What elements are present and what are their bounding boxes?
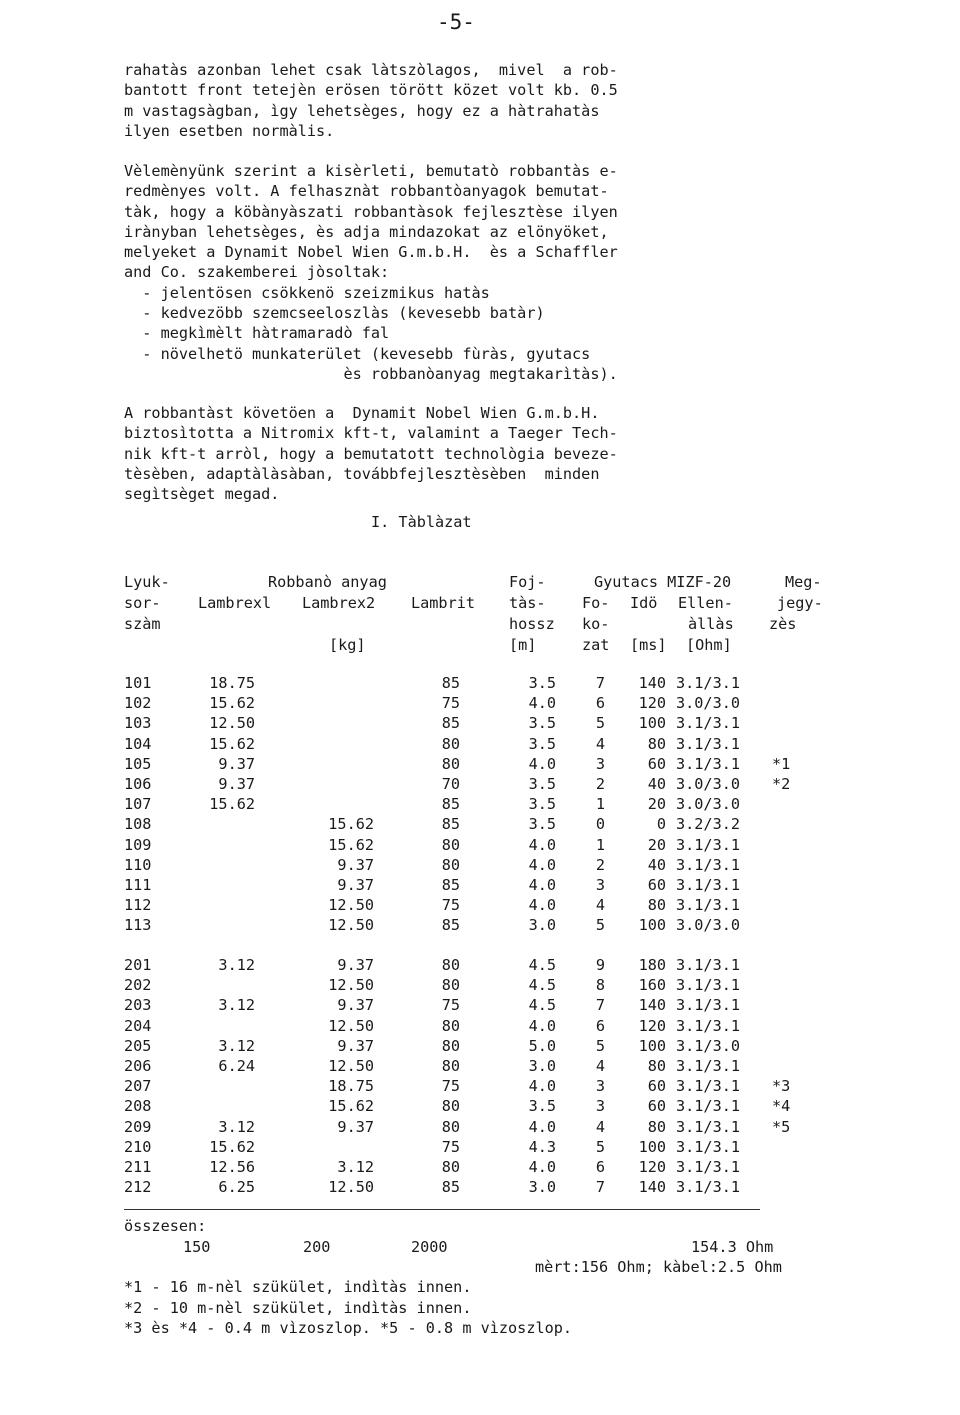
cell-lambrit: 80 bbox=[441, 1057, 460, 1075]
cell-lambrex2: 12.50 bbox=[328, 916, 374, 935]
cell-lambrexl: 15.62 bbox=[209, 734, 255, 753]
header-fokozat: zat bbox=[582, 636, 610, 654]
cell-ido: 60 bbox=[647, 754, 666, 773]
paragraph-line: melyeket a Dynamit Nobel Wien G.m.b.H. ès a Schaffler bbox=[124, 243, 618, 262]
cell-fojtas: 3.0 bbox=[528, 916, 556, 935]
cell-lambrexl: 12.50 bbox=[209, 714, 255, 733]
paragraph-line: - megkìmèlt hàtramaradò fal bbox=[124, 324, 390, 343]
cell-lambrexl: 9.37 bbox=[218, 775, 255, 793]
row-id: 103 bbox=[124, 714, 152, 733]
measured-ohm: mèrt:156 Ohm; kàbel:2.5 Ohm bbox=[535, 1258, 782, 1276]
cell-lambrit: 80 bbox=[441, 835, 460, 854]
cell-fokozat: 8 bbox=[595, 976, 605, 995]
cell-fokozat: 3 bbox=[595, 1097, 605, 1116]
header-fokozat: Fo- bbox=[582, 594, 610, 612]
cell-lambrit: 85 bbox=[441, 916, 460, 935]
cell-fojtas: 5.0 bbox=[528, 1036, 556, 1055]
row-id: 206 bbox=[124, 1057, 152, 1075]
cell-lambrit: 75 bbox=[441, 896, 460, 915]
cell-megjegyzes: *3 bbox=[772, 1077, 791, 1096]
paragraph-2 bbox=[124, 161, 618, 384]
cell-megjegyzes: *4 bbox=[772, 1097, 791, 1116]
cell-lambrexl: 3.12 bbox=[218, 956, 255, 974]
cell-ido: 80 bbox=[647, 734, 666, 753]
row-id: 110 bbox=[124, 855, 152, 874]
header-megjegyzes: Meg- bbox=[785, 573, 822, 591]
paragraph-line: irànyban lehetsèges, ès adja mindazokat az elönyöket, bbox=[124, 222, 609, 241]
cell-lambrexl: 6.24 bbox=[218, 1057, 255, 1075]
cell-lambrit: 85 bbox=[441, 714, 460, 733]
cell-lambrex2: 18.75 bbox=[328, 1077, 374, 1096]
cell-lambrexl: 9.37 bbox=[218, 754, 255, 773]
cell-ellenallas: 3.0/3.0 bbox=[676, 916, 741, 935]
cell-ido: 0 bbox=[656, 815, 666, 834]
cell-lambrex2: 15.62 bbox=[328, 815, 374, 834]
cell-ido: 60 bbox=[647, 1097, 666, 1116]
cell-fokozat: 4 bbox=[595, 1117, 605, 1136]
footnote: *1 - 16 m-nèl szükület, indìtàs innen. bbox=[124, 1278, 472, 1296]
row-id: 208 bbox=[124, 1097, 152, 1116]
cell-fojtas: 4.5 bbox=[528, 976, 556, 995]
header-fojtas: hossz bbox=[509, 615, 555, 633]
cell-fokozat: 7 bbox=[595, 996, 605, 1015]
cell-lambrex2: 9.37 bbox=[337, 956, 374, 974]
cell-ido: 60 bbox=[647, 1077, 666, 1096]
cell-fojtas: 4.0 bbox=[528, 1077, 556, 1096]
row-id: 109 bbox=[124, 835, 152, 854]
header-lambrit: Lambrit bbox=[411, 594, 476, 612]
cell-fojtas: 4.0 bbox=[528, 1158, 556, 1176]
cell-fokozat: 6 bbox=[595, 694, 605, 713]
row-id: 204 bbox=[124, 1016, 152, 1035]
cell-fojtas: 3.5 bbox=[528, 795, 556, 814]
total-lambrex2: 200 bbox=[303, 1238, 331, 1256]
row-id: 211 bbox=[124, 1158, 152, 1176]
cell-fojtas: 4.5 bbox=[528, 996, 556, 1015]
row-id: 108 bbox=[124, 815, 152, 834]
cell-lambrex2: 9.37 bbox=[337, 876, 374, 894]
cell-ido: 60 bbox=[647, 876, 666, 894]
cell-megjegyzes: *1 bbox=[772, 754, 791, 773]
total-ohm: 154.3 Ohm bbox=[691, 1238, 774, 1256]
cell-ellenallas: 3.2/3.2 bbox=[676, 815, 741, 834]
header-kg: [kg] bbox=[329, 636, 366, 654]
cell-fojtas: 4.5 bbox=[528, 956, 556, 974]
cell-lambrex2: 9.37 bbox=[337, 1117, 374, 1136]
row-id: 101 bbox=[124, 674, 152, 692]
cell-fojtas: 4.0 bbox=[528, 1117, 556, 1136]
cell-ellenallas: 3.1/3.1 bbox=[676, 674, 741, 692]
header-lyuk: sor- bbox=[124, 594, 161, 612]
cell-ido: 160 bbox=[638, 976, 666, 995]
cell-ido: 100 bbox=[638, 1036, 666, 1055]
cell-ido: 120 bbox=[638, 1016, 666, 1035]
cell-ido: 40 bbox=[647, 775, 666, 793]
cell-fokozat: 5 bbox=[595, 916, 605, 935]
cell-ellenallas: 3.1/3.1 bbox=[676, 876, 741, 894]
cell-ido: 120 bbox=[638, 694, 666, 713]
cell-fokozat: 4 bbox=[595, 734, 605, 753]
paragraph-line: ès robbanòanyag megtakarìtàs). bbox=[124, 364, 618, 383]
header-fojtas: tàs- bbox=[509, 594, 546, 612]
cell-ido: 140 bbox=[638, 674, 666, 692]
cell-lambrexl: 3.12 bbox=[218, 996, 255, 1015]
cell-fojtas: 3.0 bbox=[528, 1178, 556, 1197]
cell-ellenallas: 3.1/3.1 bbox=[676, 1097, 741, 1116]
header-megjegyzes: jegy- bbox=[777, 594, 823, 612]
row-id: 102 bbox=[124, 694, 152, 713]
row-id: 113 bbox=[124, 916, 152, 935]
cell-ido: 100 bbox=[638, 1137, 666, 1156]
cell-fokozat: 1 bbox=[595, 795, 605, 814]
cell-fojtas: 3.0 bbox=[528, 1057, 556, 1075]
header-ellenallas: Ellen- bbox=[678, 594, 733, 612]
cell-lambrex2: 12.50 bbox=[328, 976, 374, 995]
cell-fokozat: 3 bbox=[595, 1077, 605, 1096]
row-id: 203 bbox=[124, 996, 152, 1015]
paragraph-line: - növelhetö munkaterület (kevesebb fùràs, gyutacs bbox=[124, 344, 591, 363]
cell-lambrit: 85 bbox=[441, 795, 460, 814]
cell-fojtas: 3.5 bbox=[528, 734, 556, 753]
cell-ellenallas: 3.1/3.1 bbox=[676, 714, 741, 733]
cell-lambrexl: 18.75 bbox=[209, 674, 255, 692]
cell-lambrexl: 15.62 bbox=[209, 694, 255, 713]
header-robbano-anyag: Robbanò anyag bbox=[268, 573, 387, 591]
cell-fokozat: 3 bbox=[595, 876, 605, 894]
cell-megjegyzes: *5 bbox=[772, 1117, 791, 1136]
header-fojtas: [m] bbox=[509, 636, 537, 654]
table-caption: I. Tàblàzat bbox=[371, 513, 472, 531]
cell-fokozat: 1 bbox=[595, 835, 605, 854]
cell-ido: 40 bbox=[647, 855, 666, 874]
row-id: 111 bbox=[124, 876, 152, 894]
cell-fokozat: 6 bbox=[595, 1016, 605, 1035]
row-id: 210 bbox=[124, 1137, 152, 1156]
cell-lambrex2: 12.50 bbox=[328, 896, 374, 915]
cell-lambrex2: 9.37 bbox=[337, 1036, 374, 1055]
paragraph-line: - jelentösen csökkenö szeizmikus hatàs bbox=[124, 283, 490, 302]
cell-fojtas: 4.3 bbox=[528, 1137, 556, 1156]
row-id: 105 bbox=[124, 754, 152, 773]
cell-fokozat: 6 bbox=[595, 1158, 605, 1176]
cell-fokozat: 5 bbox=[595, 1036, 605, 1055]
cell-ido: 140 bbox=[638, 996, 666, 1015]
cell-lambrex2: 3.12 bbox=[337, 1158, 374, 1176]
cell-ido: 140 bbox=[638, 1178, 666, 1197]
cell-ellenallas: 3.1/3.1 bbox=[676, 734, 741, 753]
row-id: 104 bbox=[124, 734, 152, 753]
cell-ido: 80 bbox=[647, 896, 666, 915]
cell-fojtas: 4.0 bbox=[528, 835, 556, 854]
cell-lambrit: 80 bbox=[441, 1036, 460, 1055]
cell-lambrexl: 3.12 bbox=[218, 1036, 255, 1055]
cell-ellenallas: 3.1/3.1 bbox=[676, 996, 741, 1015]
cell-lambrit: 80 bbox=[441, 976, 460, 995]
cell-ellenallas: 3.1/3.1 bbox=[676, 855, 741, 874]
cell-ido: 100 bbox=[638, 714, 666, 733]
cell-fojtas: 4.0 bbox=[528, 754, 556, 773]
row-id: 106 bbox=[124, 775, 152, 793]
cell-ellenallas: 3.1/3.1 bbox=[676, 956, 741, 974]
cell-lambrex2: 9.37 bbox=[337, 855, 374, 874]
header-lambrex2: Lambrex2 bbox=[302, 594, 376, 612]
cell-ellenallas: 3.1/3.1 bbox=[676, 1077, 741, 1096]
cell-ellenallas: 3.1/3.1 bbox=[676, 1117, 741, 1136]
cell-fokozat: 7 bbox=[595, 674, 605, 692]
header-lyuk: szàm bbox=[124, 615, 161, 633]
cell-ido: 80 bbox=[647, 1117, 666, 1136]
paragraph-1 bbox=[124, 60, 618, 141]
paragraph-line: - kedvezöbb szemcseeloszlàs (kevesebb batàr) bbox=[124, 304, 545, 323]
cell-fojtas: 3.5 bbox=[528, 815, 556, 834]
cell-ellenallas: 3.1/3.1 bbox=[676, 1158, 741, 1176]
cell-fojtas: 3.5 bbox=[528, 714, 556, 733]
cell-ellenallas: 3.1/3.1 bbox=[676, 896, 741, 915]
cell-fokozat: 5 bbox=[595, 714, 605, 733]
cell-lambrit: 80 bbox=[441, 1158, 460, 1176]
totals-divider bbox=[124, 1209, 760, 1210]
row-id: 202 bbox=[124, 976, 152, 995]
cell-lambrit: 85 bbox=[441, 674, 460, 692]
cell-ido: 120 bbox=[638, 1158, 666, 1176]
cell-ellenallas: 3.0/3.0 bbox=[676, 775, 741, 793]
cell-fokozat: 7 bbox=[595, 1178, 605, 1197]
header-ido: Idö bbox=[630, 594, 658, 612]
footnote: *3 ès *4 - 0.4 m vìzoszlop. *5 - 0.8 m vìzoszlop. bbox=[124, 1319, 573, 1337]
header-ellenallas: [Ohm] bbox=[686, 636, 732, 654]
cell-lambrex2: 12.50 bbox=[328, 1178, 374, 1197]
cell-lambrex2: 9.37 bbox=[337, 996, 374, 1015]
cell-lambrit: 80 bbox=[441, 1016, 460, 1035]
cell-lambrex2: 15.62 bbox=[328, 835, 374, 854]
cell-ellenallas: 3.1/3.1 bbox=[676, 1016, 741, 1035]
cell-fokozat: 9 bbox=[595, 956, 605, 974]
cell-ellenallas: 3.1/3.1 bbox=[676, 754, 741, 773]
cell-lambrex2: 12.50 bbox=[328, 1057, 374, 1075]
cell-lambrit: 80 bbox=[441, 754, 460, 773]
cell-ellenallas: 3.1/3.1 bbox=[676, 835, 741, 854]
paragraph-line: bantott front tetejèn erösen törött közet volt kb. 0.5 bbox=[124, 81, 618, 100]
cell-lambrit: 80 bbox=[441, 1117, 460, 1136]
cell-lambrit: 75 bbox=[441, 1077, 460, 1096]
cell-ellenallas: 3.1/3.1 bbox=[676, 1178, 741, 1197]
cell-megjegyzes: *2 bbox=[772, 775, 791, 793]
total-lambrit: 2000 bbox=[411, 1238, 448, 1256]
cell-lambrexl: 6.25 bbox=[218, 1178, 255, 1197]
cell-ellenallas: 3.1/3.1 bbox=[676, 976, 741, 995]
cell-lambrit: 80 bbox=[441, 956, 460, 974]
row-id: 209 bbox=[124, 1117, 152, 1136]
cell-lambrit: 75 bbox=[441, 1137, 460, 1156]
paragraph-line: ilyen esetben normàlis. bbox=[124, 121, 335, 140]
cell-lambrexl: 15.62 bbox=[209, 795, 255, 814]
cell-fokozat: 4 bbox=[595, 896, 605, 915]
cell-ido: 80 bbox=[647, 1057, 666, 1075]
paragraph-line: and Co. szakemberei jòsoltak: bbox=[124, 263, 390, 282]
row-id: 205 bbox=[124, 1036, 152, 1055]
header-lyuk: Lyuk- bbox=[124, 573, 170, 591]
paragraph-line: nik kft-t arròl, hogy a bemutatott technològia beveze- bbox=[124, 444, 618, 463]
cell-lambrit: 85 bbox=[441, 1178, 460, 1197]
cell-fojtas: 4.0 bbox=[528, 694, 556, 713]
cell-fojtas: 3.5 bbox=[528, 674, 556, 692]
row-id: 212 bbox=[124, 1178, 152, 1197]
cell-lambrit: 85 bbox=[441, 876, 460, 894]
footnote: *2 - 10 m-nèl szükület, indìtàs innen. bbox=[124, 1298, 472, 1317]
cell-fojtas: 3.5 bbox=[528, 775, 556, 793]
cell-ido: 180 bbox=[638, 956, 666, 974]
header-gyutacs: Gyutacs MIZF-20 bbox=[594, 573, 732, 591]
cell-ellenallas: 3.1/3.0 bbox=[676, 1036, 741, 1055]
cell-lambrit: 80 bbox=[441, 855, 460, 874]
row-id: 207 bbox=[124, 1077, 152, 1096]
total-lambrexl: 150 bbox=[183, 1238, 211, 1256]
paragraph-line: redmènyes volt. A felhasznàt robbantòanyagok bemutat- bbox=[124, 182, 609, 201]
cell-fojtas: 3.5 bbox=[528, 1097, 556, 1116]
cell-lambrexl: 12.56 bbox=[209, 1158, 255, 1176]
paragraph-line: Vèlemènyünk szerint a kisèrleti, bemutatò robbantàs e- bbox=[124, 162, 618, 180]
page-number: -5- bbox=[437, 10, 475, 34]
cell-lambrex2: 15.62 bbox=[328, 1097, 374, 1116]
cell-lambrit: 75 bbox=[441, 996, 460, 1015]
row-id: 107 bbox=[124, 795, 152, 814]
row-id: 112 bbox=[124, 896, 152, 915]
header-ido-unit: [ms] bbox=[630, 636, 667, 654]
header-fokozat: ko- bbox=[582, 615, 610, 633]
paragraph-line: A robbantàst követöen a Dynamit Nobel Wien G.m.b.H. bbox=[124, 404, 600, 422]
header-lambrexl: Lambrexl bbox=[198, 594, 272, 612]
cell-lambrit: 80 bbox=[441, 734, 460, 753]
cell-lambrit: 80 bbox=[441, 1097, 460, 1116]
cell-ellenallas: 3.1/3.1 bbox=[676, 1057, 741, 1075]
cell-ellenallas: 3.0/3.0 bbox=[676, 694, 741, 713]
cell-fokozat: 3 bbox=[595, 754, 605, 773]
cell-fokozat: 2 bbox=[595, 855, 605, 874]
cell-lambrit: 85 bbox=[441, 815, 460, 834]
paragraph-line: tàk, hogy a köbànyàszati robbantàsok fejlesztèse ilyen bbox=[124, 202, 618, 221]
cell-ellenallas: 3.1/3.1 bbox=[676, 1137, 741, 1156]
cell-fojtas: 4.0 bbox=[528, 855, 556, 874]
cell-ido: 20 bbox=[647, 795, 666, 814]
cell-fojtas: 4.0 bbox=[528, 1016, 556, 1035]
paragraph-line: tèsèben, adaptàlàsàban, továbbfejlesztèsèben minden bbox=[124, 464, 600, 483]
cell-fokozat: 2 bbox=[595, 775, 605, 793]
cell-ido: 20 bbox=[647, 835, 666, 854]
header-megjegyzes: zès bbox=[769, 615, 797, 633]
paragraph-line: segìtsèget megad. bbox=[124, 485, 280, 504]
cell-ido: 100 bbox=[638, 916, 666, 935]
paragraph-line: biztosìtotta a Nitromix kft-t, valamint a Taeger Tech- bbox=[124, 424, 618, 443]
paragraph-line: m vastagsàgban, ìgy lehetsèges, hogy ez a hàtrahatàs bbox=[124, 101, 600, 120]
paragraph-3 bbox=[124, 403, 618, 504]
cell-ellenallas: 3.0/3.0 bbox=[676, 795, 741, 814]
cell-fojtas: 4.0 bbox=[528, 896, 556, 915]
cell-lambrit: 75 bbox=[441, 694, 460, 713]
cell-lambrex2: 12.50 bbox=[328, 1016, 374, 1035]
cell-fokozat: 4 bbox=[595, 1057, 605, 1075]
cell-lambrexl: 15.62 bbox=[209, 1137, 255, 1156]
header-fojtas: Foj- bbox=[509, 573, 546, 591]
cell-fokozat: 5 bbox=[595, 1137, 605, 1156]
paragraph-line: rahatàs azonban lehet csak làtszòlagos, mivel a rob- bbox=[124, 61, 618, 79]
cell-lambrexl: 3.12 bbox=[218, 1117, 255, 1136]
cell-lambrit: 70 bbox=[441, 775, 460, 793]
cell-fokozat: 0 bbox=[595, 815, 605, 834]
totals-label: összesen: bbox=[124, 1217, 207, 1235]
row-id: 201 bbox=[124, 956, 152, 974]
header-ellenallas: àllàs bbox=[688, 615, 734, 633]
cell-fojtas: 4.0 bbox=[528, 876, 556, 894]
